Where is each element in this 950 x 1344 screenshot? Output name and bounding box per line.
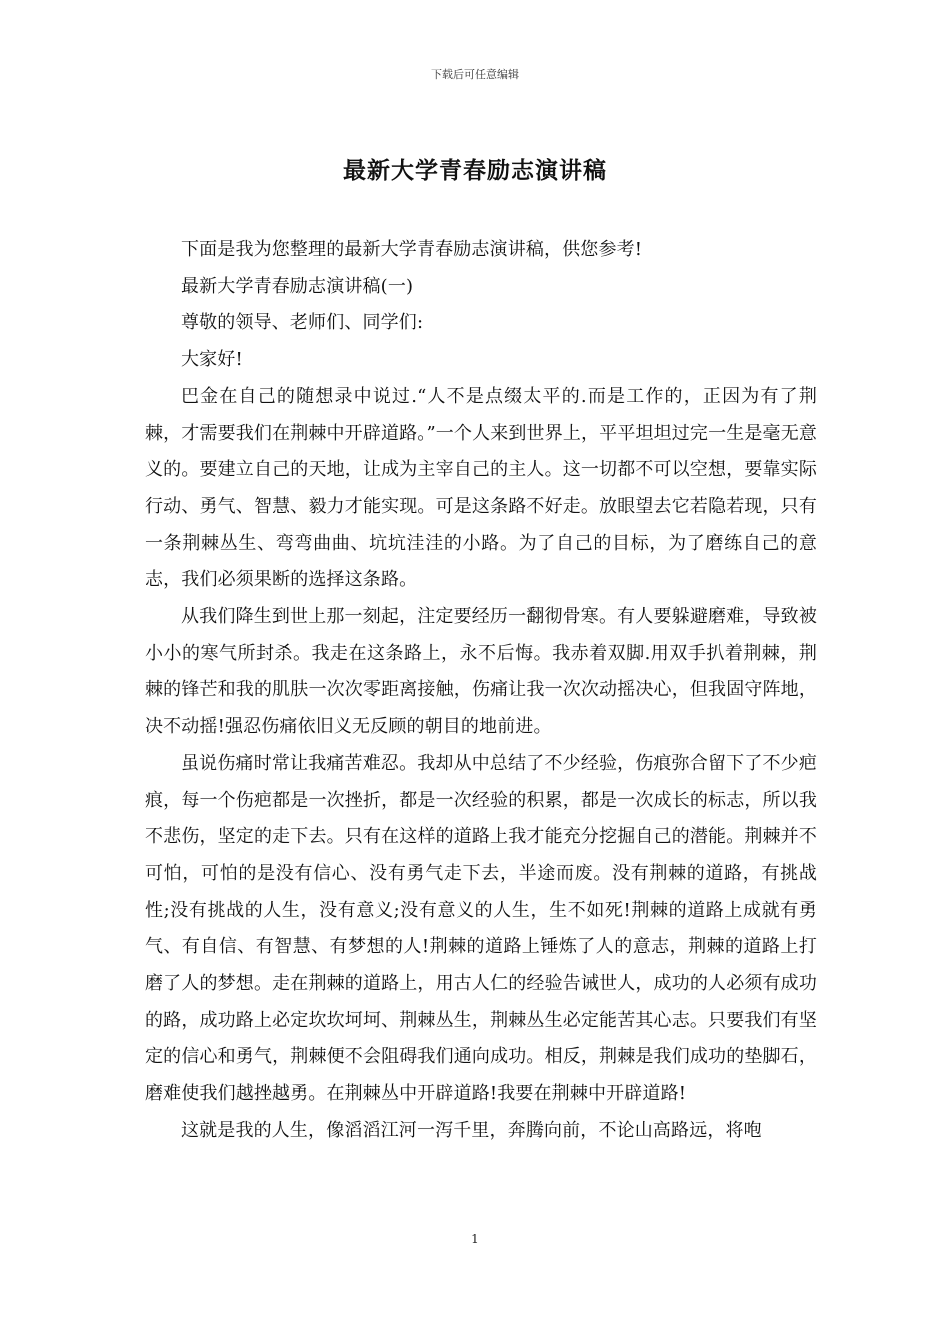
section-heading: 最新大学青春励志演讲稿(一): [181, 275, 414, 297]
body-paragraph: 虽说伤痛时常让我痛苦难忍。我却从中总结了不少经验，伤痕弥合留下了不少疤痕，每一个伤疤都是一次挫折，都是一次经验的积累，都是一次成长的标志，所以我不悲伤，坚定的走下去。只有在这样的道路上我才能充分挖掘自己的潜能。荆棘并不可怕，可怕的是没有信心、没有勇气走下去，半途而废。没有荆棘的道路，有挑战性;没有挑战的人生，没有意义;没有意义的人生，生不如死!荆棘的道路上成就有勇气、有自信、有智慧、有梦想的人!荆棘的道路上锤炼了人的意志，荆棘的道路上打磨了人的梦想。走在荆棘的道路上，用古人仁的经验告诫世人，成功的人必须有成功的路，成功路上必定坎坎坷坷、荆棘丛生，荆棘丛生必定能苦其心志。只要我们有坚定的信心和勇气，荆棘便不会阻碍我们通向成功。相反，荆棘是我们成功的垫脚石，磨难使我们越挫越勇。在荆棘丛中开辟道路!我要在荆棘中开辟道路!: [145, 752, 817, 1105]
body-paragraph: 从我们降生到世上那一刻起，注定要经历一翻彻骨寒。有人要躲避磨难，导致被小小的寒气所封杀。我走在这条路上，永不后悔。我赤着双脚.用双手扒着荆棘，荆棘的锋芒和我的肌肤一次次零距离接触，伤痛让我一次次动摇决心，但我固守阵地，决不动摇!强忍伤痛依旧义无反顾的朝目的地前进。: [145, 606, 817, 738]
body-paragraph: 这就是我的人生，像滔滔江河一泻千里，奔腾向前，不论山高路远，将咆: [181, 1119, 762, 1141]
page-number: 1: [471, 1232, 479, 1246]
body-paragraph: 巴金在自己的随想录中说过.“人不是点缀太平的.而是工作的，正因为有了荆棘，才需要我们在荆棘中开辟道路。”一个人来到世界上，平平坦坦过完一生是毫无意义的。要建立自己的天地，让成为主宰自己的主人。这一切都不可以空想，要靠实际行动、勇气、智慧、毅力才能实现。可是这条路不好走。放眼望去它若隐若现，只有一条荆棘丛生、弯弯曲曲、坑坑洼洼的小路。为了自己的目标，为了磨练自己的意志，我们必须果断的选择这条路。: [145, 385, 817, 591]
document-body: [145, 232, 817, 1150]
greeting: 大家好!: [181, 349, 243, 371]
header-note: 下载后可任意编辑: [431, 68, 519, 81]
salutation: 尊敬的领导、老师们、同学们:: [181, 312, 424, 334]
intro-paragraph: 下面是我为您整理的最新大学青春励志演讲稿，供您参考!: [181, 239, 643, 260]
document-title: 最新大学青春励志演讲稿: [343, 157, 607, 184]
